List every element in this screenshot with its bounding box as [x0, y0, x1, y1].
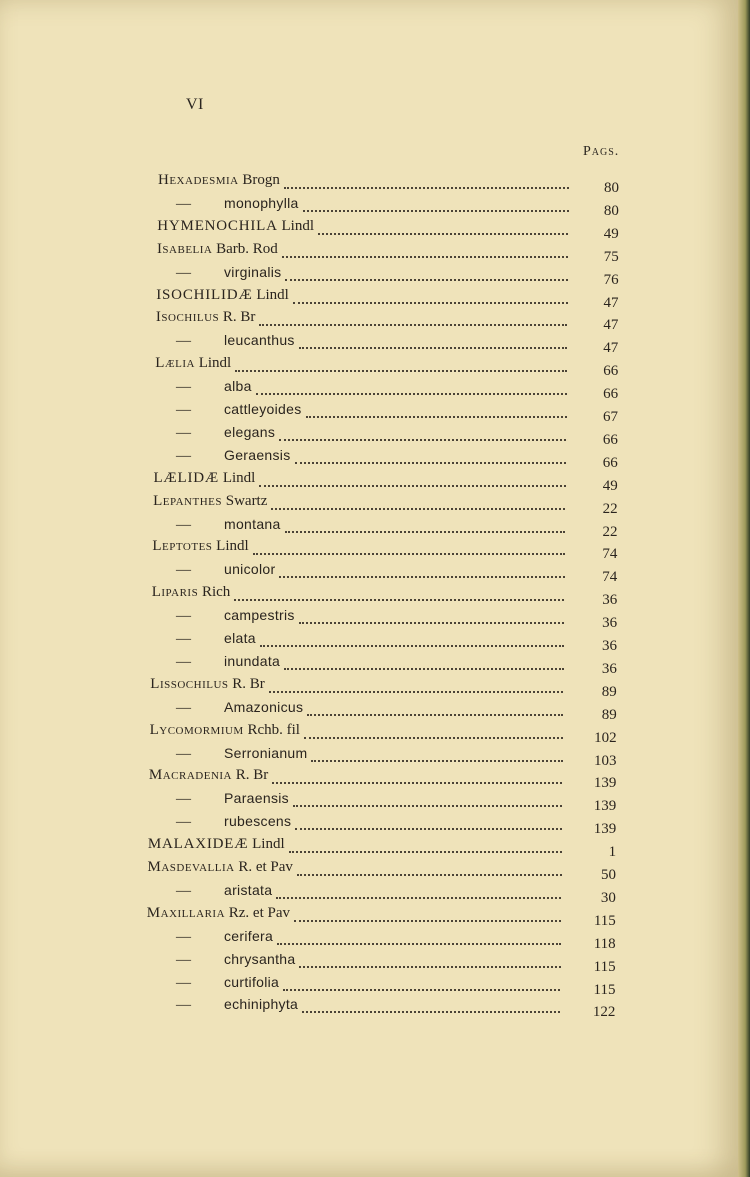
index-entry [155, 355, 571, 377]
page-ref: 36 [601, 660, 617, 677]
genus-name: Masdevallia [147, 859, 235, 875]
index-entry [176, 951, 565, 973]
index-entry [176, 516, 569, 538]
dot-leader [234, 599, 564, 601]
index-entry [176, 630, 568, 652]
page-ref: 80 [603, 202, 619, 219]
index-entry [153, 493, 569, 515]
dot-leader [293, 302, 568, 304]
ditto-dash: — [176, 195, 191, 212]
ditto-dash: — [176, 974, 191, 991]
index-entry [150, 722, 567, 744]
page-ref: 74 [602, 546, 618, 563]
index-entry [147, 905, 565, 927]
dot-leader [285, 531, 566, 533]
dot-leader [299, 966, 560, 968]
index-entry [176, 974, 564, 996]
dot-leader [279, 439, 566, 441]
species-name: cattleyoides [224, 401, 302, 417]
page-ref: 122 [592, 1004, 616, 1021]
genus-name: ISOCHILIDÆ [156, 286, 253, 303]
genus-name: Maxillaria [146, 904, 226, 921]
ditto-dash: — [176, 424, 191, 441]
dot-leader [272, 782, 562, 784]
dot-leader [256, 393, 567, 395]
author-abbrev: R. Br [228, 675, 265, 692]
species-name: leucanthus [224, 332, 295, 349]
page-ref: 47 [603, 340, 619, 357]
page-ref: 36 [602, 592, 618, 609]
index-entry [176, 790, 566, 812]
species-name: alba [224, 378, 252, 395]
page-ref: 139 [593, 821, 617, 838]
ditto-dash: — [176, 997, 191, 1014]
ditto-dash: — [176, 264, 191, 281]
author-abbrev: Rich [198, 584, 231, 601]
author-abbrev: R. et Pav [234, 859, 293, 875]
dot-leader [295, 828, 562, 830]
page-ref: 66 [602, 454, 618, 471]
index-entry [176, 424, 570, 446]
dot-leader [297, 874, 562, 876]
dot-leader [289, 851, 562, 853]
index-entry [157, 241, 572, 263]
dot-leader [295, 462, 566, 464]
species-name: aristata [224, 881, 273, 898]
index-entry [153, 470, 569, 492]
index-entry [150, 676, 567, 698]
dot-leader [260, 645, 564, 647]
author-abbrev: R. Br [219, 309, 256, 326]
page-ref: 66 [603, 363, 619, 380]
species-name: Paraensis [224, 790, 289, 807]
page-ref: 50 [601, 867, 616, 883]
page-ref: 115 [593, 958, 616, 975]
page-ref: 36 [602, 615, 618, 632]
index-entry [176, 813, 566, 835]
dot-leader [269, 691, 564, 693]
page-ref: 118 [593, 935, 616, 952]
dot-leader [294, 920, 561, 922]
index-entry [176, 607, 568, 629]
index-entry [176, 699, 567, 721]
page-ref: 36 [602, 638, 617, 654]
ditto-dash: — [176, 928, 191, 945]
index-entry [176, 447, 570, 469]
author-abbrev: Barb. Rod [212, 240, 278, 257]
genus-name: Liparis [151, 584, 199, 601]
dot-leader [282, 256, 568, 258]
page-ref: 80 [604, 180, 619, 196]
page-ref: 49 [602, 477, 618, 494]
dot-leader [235, 370, 567, 372]
page-ref: 76 [603, 271, 619, 288]
species-name: montana [224, 515, 281, 532]
index-entry [176, 561, 569, 583]
page-ref: 74 [602, 569, 618, 586]
species-name: inundata [224, 652, 281, 669]
species-name: Geraensis [224, 446, 291, 463]
ditto-dash: — [176, 447, 191, 464]
index-entry [156, 287, 572, 309]
index-entry [152, 538, 569, 560]
index-entry [176, 653, 568, 675]
dot-leader [318, 233, 568, 235]
species-name: unicolor [224, 561, 276, 578]
dot-leader [276, 897, 561, 899]
page-ref: 89 [601, 683, 617, 700]
dot-leader [277, 943, 561, 945]
page-ref: 47 [603, 294, 619, 311]
species-name: chrysantha [224, 950, 296, 967]
dot-leader [306, 416, 567, 418]
page-ref: 115 [593, 981, 616, 998]
genus-name: Lissochilus [150, 675, 229, 692]
ditto-dash: — [176, 379, 191, 396]
author-abbrev: Lindl [212, 538, 249, 555]
species-name: echiniphyta [224, 996, 299, 1013]
dot-leader [259, 485, 565, 487]
dot-leader [307, 714, 563, 716]
page-number: VI [186, 96, 204, 113]
index-entry [158, 172, 573, 194]
dot-leader [271, 508, 565, 510]
genus-name: MALAXIDEÆ [147, 836, 249, 853]
index-entry [149, 767, 567, 789]
page-ref: 66 [603, 386, 619, 403]
index-entry [176, 928, 565, 950]
genus-name: Isochilus [155, 309, 220, 326]
index-entry [148, 836, 566, 858]
species-name: cerifera [224, 927, 274, 944]
dot-leader [285, 279, 568, 281]
ditto-dash: — [176, 814, 191, 831]
index-entry [156, 309, 572, 331]
page-ref: 1 [608, 844, 617, 861]
dot-leader [284, 668, 564, 670]
pages-column-header: Pags. [583, 144, 620, 159]
page-ref: 103 [594, 752, 617, 769]
index-entry [176, 745, 567, 767]
author-abbrev: Lindl [252, 286, 289, 303]
author-abbrev: Rz. et Pav [225, 904, 291, 921]
dot-leader [284, 187, 569, 189]
genus-name: Macradenia [148, 767, 233, 784]
ditto-dash: — [176, 631, 191, 647]
page-ref: 66 [602, 431, 618, 448]
author-abbrev: Brogn [238, 172, 280, 188]
page-edge [738, 0, 750, 1177]
genus-name: LÆLIDÆ [153, 469, 220, 486]
page-ref: 22 [602, 523, 618, 540]
genus-name: Isabelia [156, 240, 213, 257]
genus-name: HYMENOCHILA [157, 217, 278, 234]
author-abbrev: Lindl [248, 836, 285, 853]
index-entry [176, 378, 571, 400]
index-entry [176, 401, 571, 423]
index-entry [176, 996, 564, 1018]
index-entry [148, 859, 566, 881]
dot-leader [283, 989, 560, 991]
dot-leader [311, 760, 562, 762]
page-ref: 30 [600, 889, 616, 906]
author-abbrev: Lindl [194, 355, 232, 372]
ditto-dash: — [176, 333, 191, 350]
species-name: monophylla [224, 194, 299, 211]
dot-leader [304, 737, 563, 739]
page-ref: 89 [601, 706, 617, 723]
index-entry [152, 584, 569, 606]
species-name: Amazonicus [224, 698, 304, 715]
index-entry [176, 882, 565, 904]
page-ref: 75 [603, 248, 619, 265]
dot-leader [299, 622, 565, 624]
dot-leader [303, 210, 569, 212]
genus-name: Lælia [155, 355, 195, 372]
species-name: elegans [224, 423, 276, 440]
species-name: Serronianum [224, 744, 308, 761]
genus-name: Lepanthes [153, 492, 222, 509]
dot-leader [279, 576, 564, 578]
species-name: curtifolia [224, 973, 280, 990]
page-ref: 139 [593, 798, 617, 815]
page-ref: 49 [603, 225, 619, 242]
ditto-dash: — [176, 608, 191, 625]
dot-leader [293, 805, 562, 807]
ditto-dash: — [176, 882, 191, 899]
species-name: rubescens [224, 813, 292, 830]
dot-leader [302, 1011, 560, 1013]
ditto-dash: — [176, 562, 191, 579]
author-abbrev: Lindl [277, 217, 315, 234]
ditto-dash: — [176, 791, 191, 808]
dot-leader [259, 324, 567, 326]
author-abbrev: Rchb. fil [243, 721, 300, 738]
index-entry [176, 332, 571, 354]
index-entry [176, 195, 573, 217]
page-ref: 47 [603, 317, 619, 334]
dot-leader [299, 347, 568, 349]
index-entry [157, 218, 572, 240]
page-ref: 102 [594, 729, 617, 746]
genus-name: Lycomormium [149, 721, 244, 738]
author-abbrev: Lindl [219, 469, 256, 486]
author-abbrev: R. Br [232, 767, 269, 784]
author-abbrev: Swartz [221, 492, 268, 509]
ditto-dash: — [176, 745, 191, 762]
dot-leader [253, 553, 565, 555]
page-ref: 22 [602, 500, 618, 517]
species-name: elata [224, 630, 256, 646]
ditto-dash: — [176, 653, 191, 670]
page-ref: 139 [593, 775, 617, 792]
page-ref: 115 [593, 912, 616, 929]
genus-name: Hexadesmia [158, 172, 239, 188]
genus-name: Leptotes [152, 538, 213, 555]
page-ref: 67 [603, 409, 618, 425]
species-name: campestris [224, 607, 295, 624]
ditto-dash: — [176, 951, 191, 968]
species-name: virginalis [224, 263, 282, 280]
ditto-dash: — [176, 402, 191, 418]
index-entry [176, 264, 572, 286]
ditto-dash: — [176, 516, 191, 533]
ditto-dash: — [176, 699, 191, 716]
